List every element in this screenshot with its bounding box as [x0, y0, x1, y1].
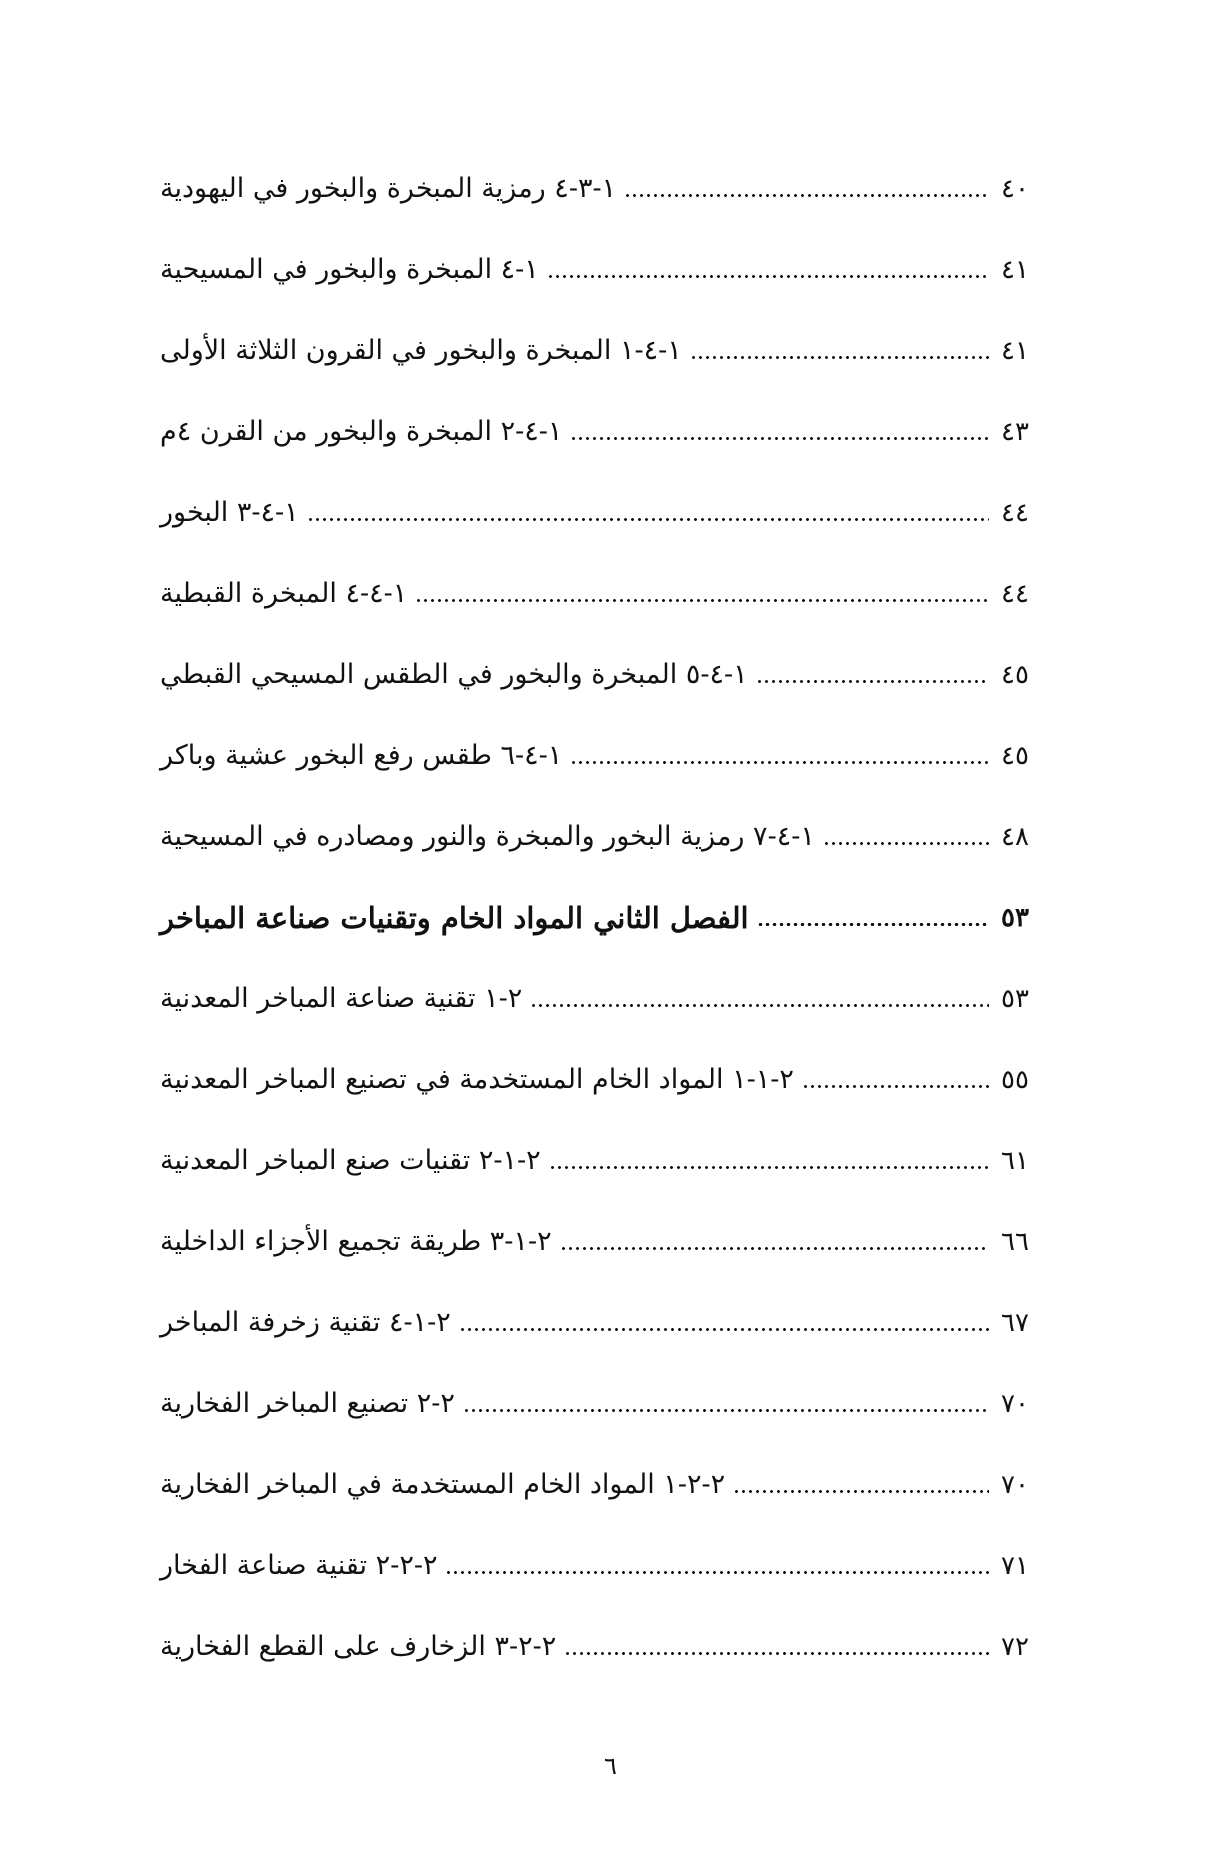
toc-leader-dots [560, 1247, 989, 1250]
toc-entry [160, 715, 1045, 796]
toc-leader-dots [823, 842, 989, 845]
toc-entry-page: ٤٤ [1001, 497, 1029, 528]
toc-entry [160, 1120, 1045, 1201]
toc-entry-title: ١-٤ المبخرة والبخور في المسيحية [160, 254, 539, 285]
toc-entry-title: ١-٤-٥ المبخرة والبخور في الطقس المسيحي القبطي [160, 659, 748, 690]
toc-entry-page: ٦١ [1001, 1145, 1029, 1176]
toc-entry-title: ١-٣-٤ رمزية المبخرة والبخور في اليهودية [160, 173, 617, 204]
toc-leader-dots [570, 761, 989, 764]
toc-entry [160, 1363, 1045, 1444]
toc-entry-title: ٢-١-٣ طريقة تجميع الأجزاء الداخلية [160, 1226, 552, 1257]
toc-entry-page: ٦٧ [1001, 1307, 1029, 1338]
toc-entry [160, 391, 1045, 472]
toc-entry-page: ٧٠ [1001, 1388, 1029, 1419]
toc-leader-dots [570, 437, 989, 440]
toc-leader-dots [802, 1085, 989, 1088]
toc-entry-title: ٢-١ تقنية صناعة المباخر المعدنية [160, 983, 523, 1014]
toc-leader-dots [756, 680, 989, 683]
toc-entry-title: ١-٤-٢ المبخرة والبخور من القرن ٤م [160, 416, 563, 447]
toc-leader-dots [307, 518, 989, 521]
toc-entry [160, 472, 1045, 553]
toc-leader-dots [459, 1328, 989, 1331]
toc-entry-title: ١-٤-١ المبخرة والبخور في القرون الثلاثة الأولى [160, 335, 682, 366]
toc-entry [160, 229, 1045, 310]
toc-entry [160, 796, 1045, 877]
toc-entry-title: ٢-٢-٢ تقنية صناعة الفخار [160, 1550, 438, 1581]
toc-entry [160, 148, 1045, 229]
toc-leader-dots [564, 1652, 989, 1655]
toc-entry-page: ٦٦ [1001, 1226, 1029, 1257]
toc-entry-title: ٢-١-٢ تقنيات صنع المباخر المعدنية [160, 1145, 541, 1176]
toc-entry [160, 1201, 1045, 1282]
toc-leader-dots [445, 1571, 989, 1574]
toc-entry-page: ٤٣ [1001, 416, 1029, 447]
toc-entry-page: ٤١ [1001, 335, 1029, 366]
toc-leader-dots [757, 923, 989, 926]
toc-entry [160, 553, 1045, 634]
toc-leader-dots [733, 1490, 989, 1493]
toc-entry-page: ٤٥ [1001, 740, 1029, 771]
toc-entry [160, 1039, 1045, 1120]
toc-entry-title: ٢-١-٤ تقنية زخرفة المباخر [160, 1307, 451, 1338]
toc-entry [160, 1444, 1045, 1525]
toc-entry-page: ٧١ [1001, 1550, 1029, 1581]
toc-entry-page: ٤٨ [1001, 821, 1029, 852]
toc-entry-title: ١-٤-٣ البخور [160, 497, 299, 528]
table-of-contents [160, 148, 1045, 1687]
toc-entry [160, 1606, 1045, 1687]
toc-entry-page: ٤٤ [1001, 578, 1029, 609]
toc-entry-page: ٤٠ [1001, 173, 1029, 204]
toc-entry-title: ٢-١-١ المواد الخام المستخدمة في تصنيع المباخر المعدنية [160, 1064, 794, 1095]
page-number: ٦ [604, 1752, 617, 1780]
toc-entry-page: ٥٥ [1001, 1064, 1029, 1095]
toc-entry-page: ٤١ [1001, 254, 1029, 285]
toc-leader-dots [549, 1166, 989, 1169]
toc-leader-dots [624, 194, 989, 197]
toc-leader-dots [530, 1004, 989, 1007]
toc-entry-page: ٧٠ [1001, 1469, 1029, 1500]
toc-entry-page: ٥٣ [1001, 983, 1029, 1014]
toc-entry-title: ٢-٢ تصنيع المباخر الفخارية [160, 1388, 455, 1419]
toc-entry-title: ٢-٢-١ المواد الخام المستخدمة في المباخر الفخارية [160, 1469, 726, 1500]
toc-entry-page: ٤٥ [1001, 659, 1029, 690]
toc-entry-title: ١-٤-٤ المبخرة القبطية [160, 578, 408, 609]
toc-chapter-page: ٥٣ [1001, 902, 1029, 933]
toc-chapter-title: الفصل الثاني المواد الخام وتقنيات صناعة المباخر [160, 900, 749, 935]
toc-chapter-entry [160, 877, 1045, 958]
toc-entry-page: ٧٢ [1001, 1631, 1029, 1662]
toc-leader-dots [415, 599, 989, 602]
toc-leader-dots [690, 356, 989, 359]
toc-entry [160, 1525, 1045, 1606]
toc-leader-dots [463, 1409, 989, 1412]
toc-leader-dots [547, 275, 989, 278]
toc-entry-title: ١-٤-٦ طقس رفع البخور عشية وباكر [160, 740, 563, 771]
toc-entry-title: ٢-٢-٣ الزخارف على القطع الفخارية [160, 1631, 557, 1662]
toc-entry [160, 1282, 1045, 1363]
toc-entry [160, 634, 1045, 715]
toc-entry [160, 310, 1045, 391]
toc-entry-title: ١-٤-٧ رمزية البخور والمبخرة والنور ومصادره في المسيحية [160, 821, 815, 852]
toc-entry [160, 958, 1045, 1039]
